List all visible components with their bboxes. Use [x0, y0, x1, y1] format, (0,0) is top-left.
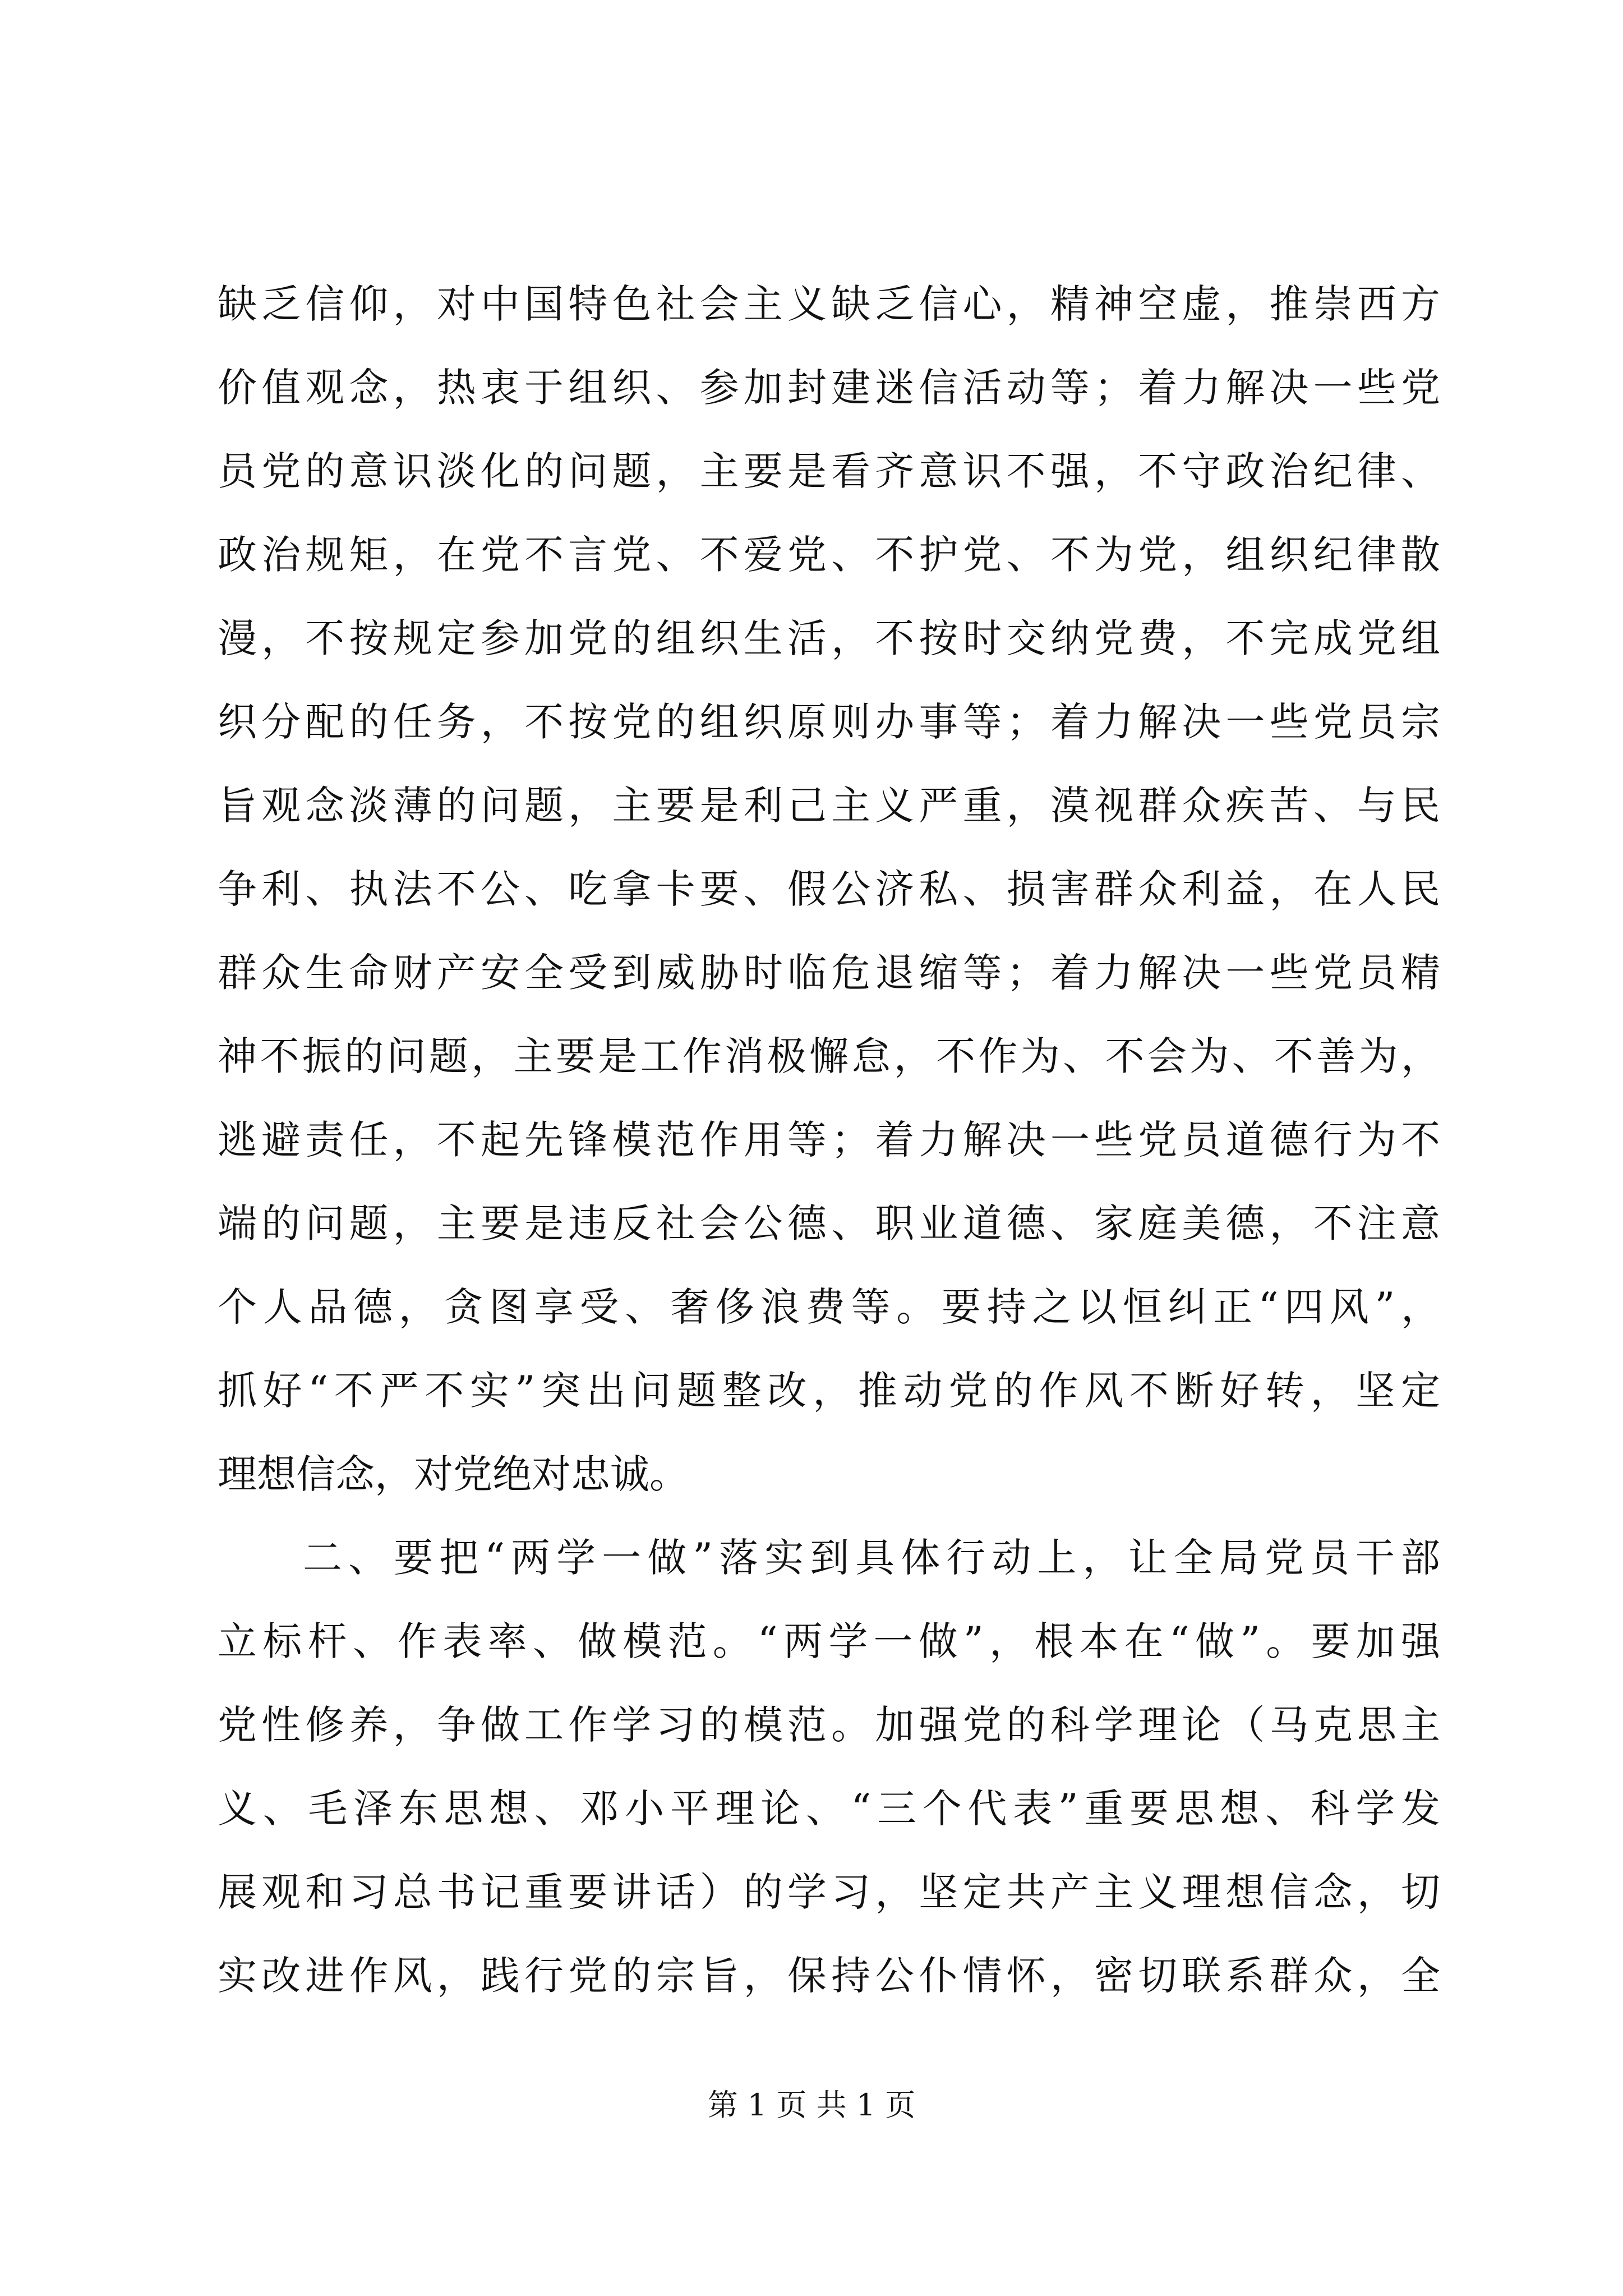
- text-line: 展观和习总书记重要讲话）的学习，坚定共产主义理想信念，切: [218, 1869, 1440, 1915]
- document-body: [218, 263, 1440, 2018]
- paragraph-end-line: 理想信念，对党绝对忠诚。: [218, 1451, 689, 1497]
- text-line: 缺乏信仰，对中国特色社会主义缺乏信心，精神空虚，推崇西方: [218, 281, 1440, 327]
- page-footer: [0, 2086, 1623, 2125]
- page-number: 第 1 页 共 1 页: [707, 2087, 916, 2123]
- text-line: 政治规矩，在党不言党、不爱党、不护党、不为党，组织纪律散: [218, 532, 1440, 578]
- paragraph-start-line: 二、要把“两学一做”落实到具体行动上，让全局党员干部: [303, 1535, 1440, 1581]
- text-line: 端的问题，主要是违反社会公德、职业道德、家庭美德，不注意: [218, 1200, 1440, 1246]
- text-line: 漫，不按规定参加党的组织生活，不按时交纳党费，不完成党组: [218, 615, 1440, 661]
- text-line: 织分配的任务，不按党的组织原则办事等；着力解决一些党员宗: [218, 699, 1440, 745]
- text-line: 旨观念淡薄的问题，主要是利己主义严重，漠视群众疾苦、与民: [218, 783, 1440, 829]
- text-line: 义、毛泽东思想、邓小平理论、“三个代表”重要思想、科学发: [218, 1786, 1440, 1832]
- text-line: 实改进作风，践行党的宗旨，保持公仆情怀，密切联系群众，全: [218, 1953, 1440, 1999]
- text-line: 逃避责任，不起先锋模范作用等；着力解决一些党员道德行为不: [218, 1117, 1440, 1163]
- text-line: 立标杆、作表率、做模范。“两学一做”，根本在“做”。要加强: [218, 1618, 1440, 1664]
- text-line: 员党的意识淡化的问题，主要是看齐意识不强，不守政治纪律、: [218, 448, 1440, 494]
- text-line: 群众生命财产安全受到威胁时临危退缩等；着力解决一些党员精: [218, 950, 1440, 996]
- text-line: 个人品德，贪图享受、奢侈浪费等。要持之以恒纠正“四风”，: [218, 1284, 1440, 1330]
- text-line: 价值观念，热衷于组织、参加封建迷信活动等；着力解决一些党: [218, 365, 1440, 411]
- text-line: 党性修养，争做工作学习的模范。加强党的科学理论（马克思主: [218, 1702, 1440, 1748]
- text-line: 神不振的问题，主要是工作消极懈怠，不作为、不会为、不善为，: [218, 1033, 1440, 1079]
- text-line: 争利、执法不公、吃拿卡要、假公济私、损害群众利益，在人民: [218, 866, 1440, 912]
- text-line: 抓好“不严不实”突出问题整改，推动党的作风不断好转，坚定: [218, 1368, 1440, 1414]
